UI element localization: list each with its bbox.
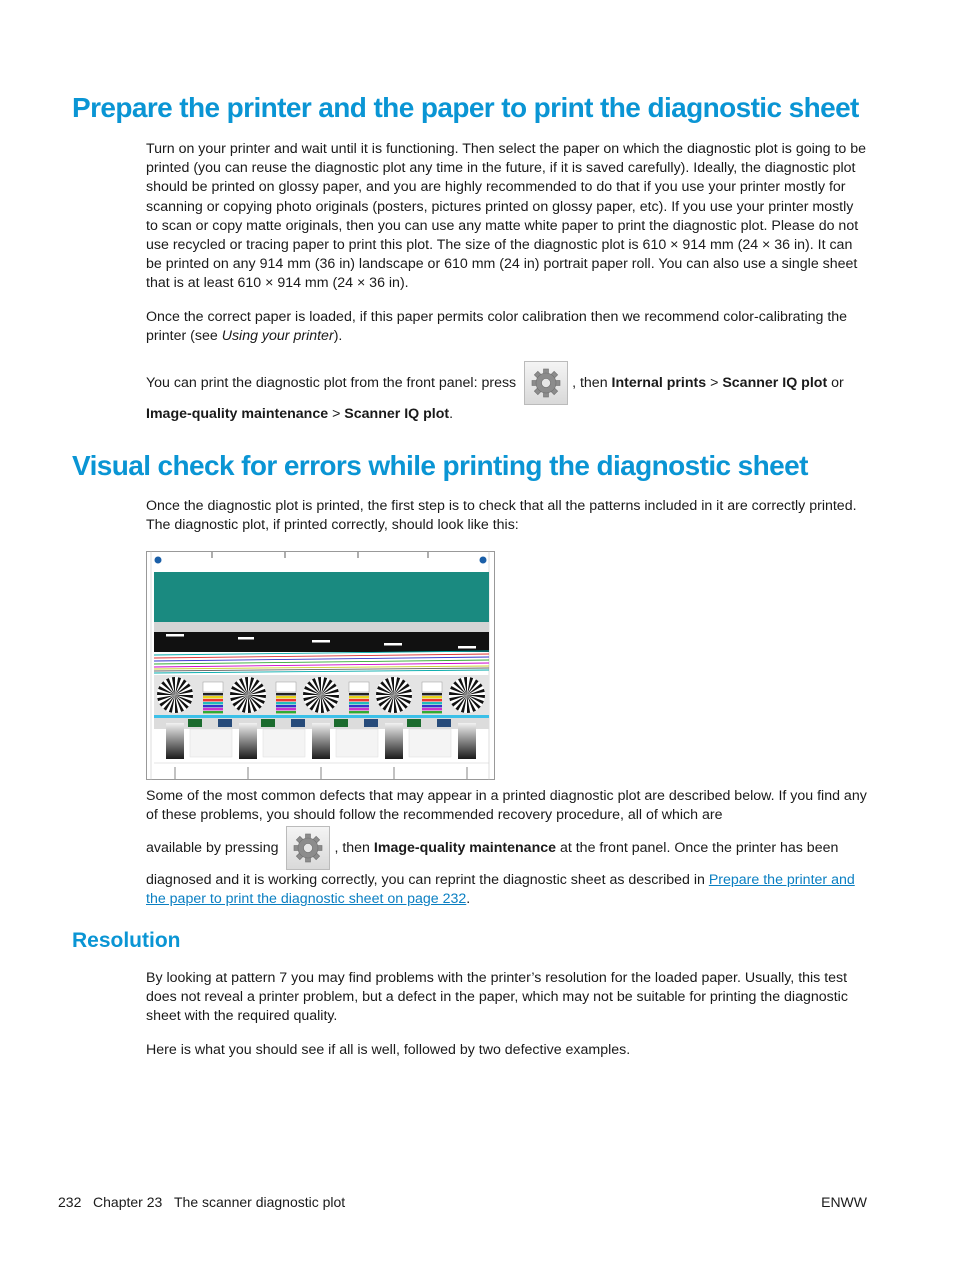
gear-icon bbox=[524, 361, 568, 405]
footer-right: ENWW bbox=[821, 1194, 867, 1210]
footer-left bbox=[58, 1194, 345, 1210]
front-panel-alternative bbox=[146, 406, 453, 422]
paragraph-reprint bbox=[146, 871, 868, 909]
text: diagnosed and it is working correctly, you can reprint the diagnostic sheet as described in bbox=[146, 872, 709, 888]
text: available by pressing bbox=[146, 840, 283, 856]
diagnostic-plot-image bbox=[146, 551, 495, 780]
text: ). bbox=[333, 328, 343, 345]
text: > bbox=[328, 406, 345, 422]
paragraph-visual-check: Once the diagnostic plot is printed, the first step is to check that all the patterns included in it are correctly printed. The diagnostic plot, if printed correctly, should look like this: bbox=[146, 498, 857, 534]
menu-image-quality-maintenance: Image-quality maintenance bbox=[146, 406, 329, 422]
recovery-instruction bbox=[146, 826, 838, 872]
text: at the front panel. Once the printer has been bbox=[556, 840, 839, 856]
text: Once the correct paper is loaded, if this paper permits color calibration then we recommend color-calibrating the printer (see bbox=[146, 309, 848, 345]
text: > bbox=[706, 375, 723, 391]
paragraph-common-defects: Some of the most common defects that may appear in a printed diagnostic plot are described below. If you find any of these problems, you should follow the recommended recovery procedure, all of which are bbox=[146, 788, 867, 824]
paragraph-resolution: By looking at pattern 7 you may find problems with the printer’s resolution for the loaded paper. Usually, this test does not reveal a printer problem, but a defect in the paper, which may not be suitable for printing the diagnostic sheet with the required quality. bbox=[146, 970, 848, 1025]
text: , then bbox=[334, 840, 374, 856]
text: You can print the diagnostic plot from the front panel: press bbox=[146, 375, 521, 391]
front-panel-instruction bbox=[146, 360, 844, 406]
paragraph-paper-selection: Turn on your printer and wait until it is functioning. Then select the paper on which the diagnostic plot is going to be printed (you can reuse the diagnostic plot any time in the future, if it is saved carefully). Ideally, the diagnostic plot should be printed on glossy paper, and you are highly recommended to do that if you use your printer mostly for scanning or copying photo originals (posters, pictures printed on glossy paper, etc). If you use your printer mostly to scan or copy matte originals, then you can use any matte white paper to print the diagnostic plot. Please do not use recycled or tracing paper to print this plot. The size of the diagnostic plot is 610 × 914 mm (24 × 36 in). It can be printed on any 914 mm (36 in) landscape or 610 mm (24 in) portrait paper roll. You can also use a single sheet that is at least 610 × 914 mm (24 × 36 in). bbox=[146, 141, 867, 292]
text: . bbox=[466, 891, 471, 908]
text: . bbox=[449, 406, 454, 422]
paragraph-examples-intro: Here is what you should see if all is well, followed by two defective examples. bbox=[146, 1042, 631, 1058]
chapter-title: The scanner diagnostic plot bbox=[173, 1194, 346, 1210]
chapter-number: Chapter 23 bbox=[93, 1194, 163, 1210]
page-number: 232 bbox=[58, 1194, 82, 1210]
menu-image-quality-maintenance: Image-quality maintenance bbox=[373, 840, 557, 856]
section-heading-visual-check: Visual check for errors while printing the diagnostic sheet bbox=[72, 450, 808, 481]
section-heading-prepare: Prepare the printer and the paper to print the diagnostic sheet bbox=[72, 92, 859, 123]
link-prepare-printer[interactable]: Prepare the printer and the paper to print the diagnostic sheet on page 232 bbox=[146, 872, 855, 908]
menu-scanner-iq-plot: Scanner IQ plot bbox=[344, 406, 450, 422]
menu-internal-prints: Internal prints bbox=[611, 375, 707, 391]
reference-using-printer: Using your printer bbox=[221, 328, 334, 345]
section-heading-resolution: Resolution bbox=[72, 929, 181, 952]
gear-icon bbox=[286, 826, 330, 870]
paragraph-paper-loaded bbox=[146, 308, 868, 346]
text: or bbox=[827, 375, 844, 391]
text: , then bbox=[572, 375, 612, 391]
menu-scanner-iq-plot: Scanner IQ plot bbox=[722, 375, 828, 391]
